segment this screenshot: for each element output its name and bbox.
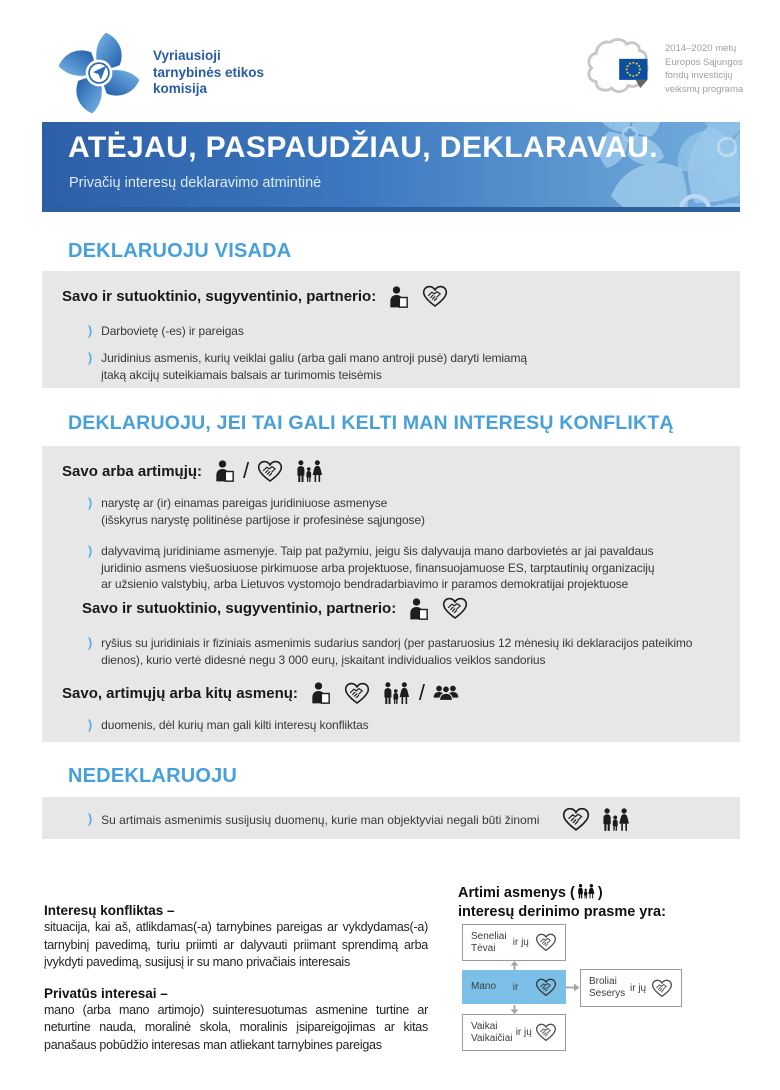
never-icons	[562, 807, 631, 832]
eu-text-line: 2014–2020 metų	[665, 43, 737, 54]
title-banner	[42, 122, 740, 212]
never-row	[88, 807, 631, 832]
bullet-marker: )	[88, 544, 93, 558]
vtek-brand	[56, 30, 264, 116]
box-label: Broliai	[589, 976, 617, 987]
lead-self-or-relatives	[62, 458, 324, 484]
heart-handshake-icon	[535, 978, 557, 997]
heart-handshake-icon	[535, 1023, 557, 1042]
bullet-item	[88, 495, 425, 528]
definition-body: mano (arba mano artimojo) suinteresuotumas asmenine turtine ar neturtine nauda, moralinė skola, moralinis įsipareigojimas ar kitas panašaus pobūdžio interesas man atliekant tarnybines pareigas	[44, 1002, 428, 1052]
people-group-icon	[433, 683, 459, 703]
bullet-text: įtaką akcijų suteikiamais balsais ar turimomis teisėmis	[101, 367, 382, 382]
person-document-icon	[409, 598, 429, 620]
bullet-text: dalyvavimą juridiniame asmenyje. Taip pat pažymiu, jeigu šis dalyvauja mano darbovietės ar jai pavaldaus	[101, 544, 654, 558]
bullet-item	[88, 350, 527, 383]
heart-handshake-icon	[535, 933, 557, 952]
family-icon	[602, 808, 631, 832]
page-subtitle: Privačių interesų deklaravimo atmintinė	[69, 175, 322, 191]
bullet-text: Juridinius asmenis, kurių veiklai galiu (arba gali mano antroji pusė) daryti lemiamą	[101, 351, 527, 365]
person-document-icon	[215, 460, 235, 482]
bullet-text: dienos), kurio vertė didesnė negu 3 000 eurų, įskaitant individualios veiklos sandorius	[101, 652, 546, 667]
heart-handshake-icon	[344, 682, 370, 705]
bullet-item	[88, 543, 654, 593]
box-suffix: ir jų	[515, 1027, 532, 1038]
eu-text-line: Europos Sąjungos	[665, 56, 743, 68]
box-suffix: ir jų	[512, 937, 529, 948]
bullet-marker: )	[88, 636, 93, 650]
diagram-box-mano	[462, 970, 566, 1004]
brand-line: tarnybinės etikos	[153, 64, 265, 80]
arrow-down-icon	[510, 1005, 519, 1014]
family-icon	[577, 884, 596, 899]
bullet-marker: )	[88, 324, 93, 338]
arrow-up-icon	[510, 961, 519, 970]
bullet-item	[88, 717, 369, 734]
diagram-title-suffix: )	[597, 885, 603, 901]
lead-label: Savo, artimųjų arba kitų asmenų:	[62, 684, 298, 702]
lead-spouse	[82, 597, 468, 620]
box-label: Tėvai	[471, 942, 496, 954]
box-label: Vaikaičiai	[471, 1032, 513, 1044]
bullet-text: ar užsienio valstybių, arba Lietuvos vystomojo bendradarbiavimo ir paramos demokratijai projektuose	[101, 577, 629, 591]
bullet-text: narystę ar (ir) einamas pareigas juridiniuose asmenyse	[101, 496, 388, 510]
brand-line: komisija	[153, 81, 208, 97]
section-heading-always: DEKLARUOJU VISADA	[68, 240, 292, 262]
eu-program-text	[665, 42, 743, 100]
bullet-marker: )	[88, 812, 93, 827]
heart-handshake-icon	[442, 597, 468, 620]
brand-line: Vyriausioji	[153, 48, 221, 64]
relatives-diagram	[458, 884, 758, 1054]
family-icon	[296, 460, 324, 483]
bullet-marker: )	[88, 718, 93, 732]
eu-text-line: fondų investicijų	[665, 70, 733, 81]
diagram-box-children	[462, 1014, 566, 1051]
diagram-title	[458, 884, 758, 922]
lead-label: Savo ir sutuoktinio, sugyventinio, partnerio:	[82, 600, 397, 617]
eu-text-line: veiksmų programa	[665, 83, 744, 95]
person-document-icon	[311, 682, 331, 704]
lead-label: Savo arba artimųjų:	[62, 462, 203, 480]
definition-body: situacija, kai aš, atlikdamas(-a) tarnybines pareigas ar vykdydamas(-a) tarnybinį pavedimą, turiu priimti ar dalyvauti priimant sprendimą arba įvykdyti pavedimą, susijusį ir su mano privačiais interesais	[44, 920, 428, 969]
bullet-text: Darbovietę (-es) ir pareigas	[101, 324, 244, 338]
definition-term: Interesų konfliktas –	[44, 903, 175, 918]
eu-program-logo	[584, 36, 743, 100]
bullet-item	[88, 323, 244, 340]
section-heading-never: NEDEKLARUOJU	[68, 765, 238, 787]
box-label: Seserys	[589, 988, 626, 999]
lead-label: Savo ir sutuoktinio, sugyventinio, partnerio:	[62, 288, 377, 305]
person-document-icon	[389, 286, 409, 308]
slash-separator: /	[243, 458, 250, 483]
diagram-box-grandparents	[462, 924, 566, 961]
bullet-marker: )	[88, 351, 93, 365]
section-heading-conflict: DEKLARUOJU, JEI TAI GALI KELTI MAN INTERESŲ KONFLIKTĄ	[68, 412, 674, 434]
definition-term: Privatūs interesai –	[44, 985, 168, 1001]
box-label: Seneliai	[471, 930, 507, 942]
heart-handshake-icon	[257, 460, 283, 483]
bullet-text: ryšius su juridiniais ir fiziniais asmenimis sudarius sandorį (per pastaruosius 12 mėnesių iki deklaracijos pateikimo	[101, 636, 693, 650]
family-icon	[383, 682, 411, 705]
heart-handshake-icon	[651, 979, 673, 998]
declare-box-always	[42, 271, 740, 388]
box-label: Vaikai	[471, 1020, 498, 1032]
lead-self-relatives-others	[62, 680, 459, 706]
bullet-text: juridinio asmens viešuosiuose pirkimuose arba projektuose, finansuojamuose ES, tarptautinių organizacijų	[101, 560, 655, 575]
eu-flag-icon	[584, 36, 658, 100]
heart-handshake-icon	[422, 285, 448, 308]
heart-handshake-icon	[562, 807, 590, 832]
declare-box-conflict	[42, 446, 740, 742]
bullet-marker: )	[88, 496, 93, 510]
lead-spouse	[62, 285, 448, 308]
declare-box-never	[42, 797, 740, 839]
diagram-title-line2: interesų derinimo prasme yra:	[458, 904, 666, 920]
bullet-text: Su artimais asmenimis susijusių duomenų, kurie man objektyviai negali būti žinomi	[101, 812, 540, 827]
page-title: ATĖJAU, PASPAUDŽIAU, DEKLARAVAU.	[68, 131, 659, 164]
box-label: Mano	[471, 981, 497, 992]
definitions-block	[44, 903, 428, 1054]
brand-name	[153, 48, 264, 98]
bullet-item	[88, 635, 692, 668]
box-suffix: ir	[512, 981, 519, 993]
diagram-title-prefix: Artimi asmenys (	[458, 885, 575, 901]
bullet-text: duomenis, dėl kurių man gali kilti interesų konfliktas	[101, 718, 369, 732]
arrow-right-icon	[565, 983, 580, 992]
diagram-box-siblings	[580, 969, 682, 1007]
box-suffix: ir jų	[630, 982, 647, 994]
bullet-text: (išskyrus narystę politinėse partijose ir profesinėse sąjungose)	[101, 512, 425, 527]
slash-separator: /	[418, 680, 426, 705]
compass-logo-icon	[56, 30, 142, 116]
